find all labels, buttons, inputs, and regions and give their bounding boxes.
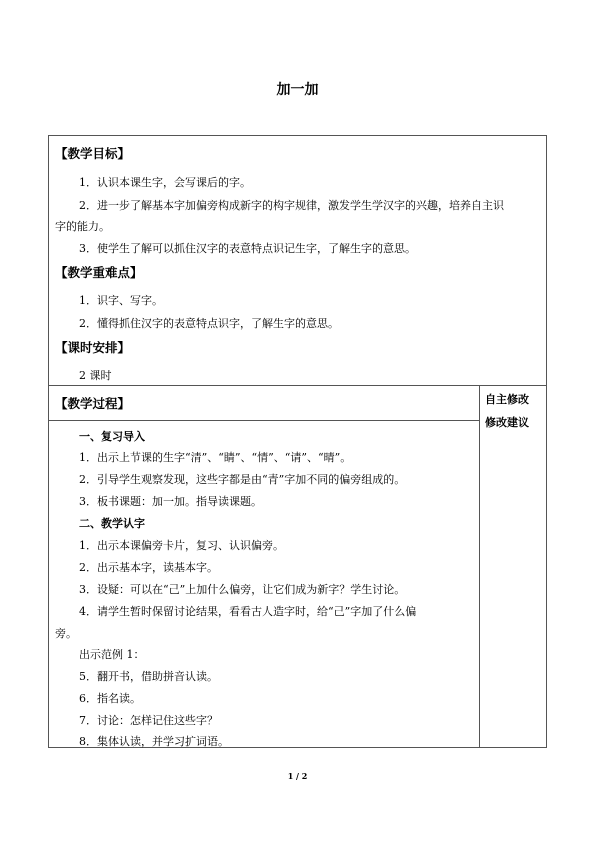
section-review-title: 一、复习导入 bbox=[79, 430, 145, 443]
key-point-line: 1．识字、写字。 bbox=[79, 294, 163, 307]
goal-line: 字的能力。 bbox=[55, 220, 110, 233]
side-label-suggestions: 修改建议 bbox=[485, 416, 529, 429]
process-line: 1．出示上节课的生字“清”、“睛”、“情”、“请”、“晴”。 bbox=[79, 451, 352, 464]
column-divider bbox=[479, 386, 480, 748]
goal-line: 2．进一步了解基本字加偏旁构成新字的构字规律，激发学生学汉字的兴趣，培养自主识 bbox=[79, 199, 504, 212]
process-line: 4．请学生暂时保留讨论结果，看看古人造字时，给“己”字加了什么偏 bbox=[79, 605, 417, 618]
side-label-self-edit: 自主修改 bbox=[485, 393, 529, 406]
goals-heading: 【教学目标】 bbox=[55, 146, 131, 161]
page-number: 1 / 2 bbox=[287, 771, 308, 781]
process-heading: 【教学过程】 bbox=[55, 396, 131, 411]
schedule-text: 2 课时 bbox=[79, 369, 112, 382]
process-line: 8．集体认读，并学习扩词语。 bbox=[79, 735, 229, 748]
goal-line: 3．使学生了解可以抓住汉字的表意特点识记生字，了解生字的意思。 bbox=[79, 242, 416, 255]
key-points-heading: 【教学重难点】 bbox=[55, 265, 143, 280]
process-line: 7．讨论：怎样记住这些字？ bbox=[79, 714, 218, 727]
process-line: 6．指名读。 bbox=[79, 692, 141, 705]
process-line: 2．出示基本字，读基本字。 bbox=[79, 561, 218, 574]
row-divider bbox=[48, 420, 479, 421]
process-line: 2．引导学生观察发现，这些字都是由“青”字加不同的偏旁组成的。 bbox=[79, 473, 406, 486]
process-line: 3．板书课题：加一加。指导读课题。 bbox=[79, 495, 262, 508]
key-point-line: 2．懂得抓住汉字的表意特点识字，了解生字的意思。 bbox=[79, 317, 339, 330]
process-line: 3．设疑：可以在“己”上加什么偏旁，让它们成为新字？学生讨论。 bbox=[79, 583, 406, 596]
schedule-heading: 【课时安排】 bbox=[55, 340, 131, 355]
process-line: 出示范例 1： bbox=[79, 648, 145, 661]
section-literacy-title: 二、教学认字 bbox=[79, 517, 145, 530]
page-title: 加一加 bbox=[276, 82, 319, 98]
process-line: 旁。 bbox=[55, 627, 77, 640]
process-line: 1．出示本课偏旁卡片，复习、认识偏旁。 bbox=[79, 539, 284, 552]
process-line: 5．翻开书，借助拼音认读。 bbox=[79, 670, 218, 683]
goal-line: 1．认识本课生字，会写课后的字。 bbox=[79, 176, 251, 189]
